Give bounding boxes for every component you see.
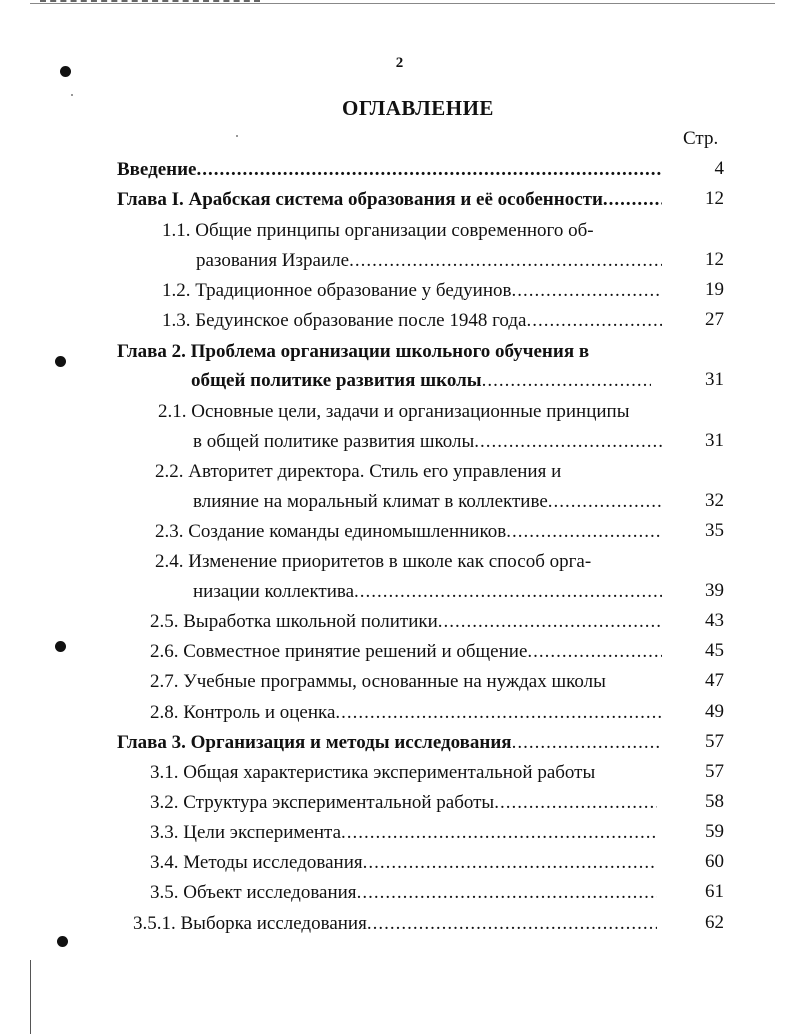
toc-entry-text: 3.3. Цели эксперимента: [150, 822, 342, 843]
toc-leader-dots: [367, 912, 657, 936]
toc-page-number: 60: [705, 851, 724, 872]
binding-hole-mark: [55, 641, 66, 652]
toc-leader-dots: [527, 640, 662, 664]
page-title: ОГЛАВЛЕНИЕ: [342, 96, 494, 120]
toc-entry-text: 3.5.1. Выборка исследования: [133, 913, 367, 934]
toc-page-number: 4: [714, 158, 724, 179]
toc-entry: [117, 188, 662, 212]
toc-leader-dots: [335, 701, 662, 725]
toc-entry-text: 2.1. Основные цели, задачи и организационные принципы: [158, 401, 630, 422]
toc-page-number: 59: [705, 821, 724, 842]
toc-leader-dots: [357, 881, 657, 905]
toc-page-number: 57: [705, 761, 724, 782]
binding-hole-mark: [55, 356, 66, 367]
toc-entry-text: 2.7. Учебные программы, основанные на нуждах школы: [150, 671, 606, 692]
toc-leader-dots: [197, 158, 663, 182]
toc-entry-text: низации коллектива: [193, 581, 355, 602]
toc-page-number: 45: [705, 640, 724, 661]
toc-leader-dots: [512, 731, 662, 755]
toc-entry-text: 2.5. Выработка школьной политики: [150, 611, 438, 632]
toc-entry: [117, 731, 662, 755]
toc-entry: [150, 851, 657, 875]
toc-entry: [155, 550, 591, 574]
page-column-header: Стр.: [683, 128, 719, 149]
toc-leader-dots: [482, 369, 651, 393]
toc-entry: [117, 158, 662, 182]
toc-entry-text: 1.2. Традиционное образование у бедуинов: [162, 280, 512, 301]
toc-entry: [196, 249, 662, 273]
toc-leader-dots: [349, 249, 662, 273]
toc-page-number: 12: [705, 188, 724, 209]
toc-entry-text: 3.4. Методы исследования: [150, 852, 363, 873]
toc-page-number: 61: [705, 881, 724, 902]
toc-entry: [150, 610, 662, 634]
scan-speck: [236, 135, 238, 137]
scan-top-marks: [40, 0, 260, 4]
toc-page-number: 31: [705, 430, 724, 451]
toc-entry-text: 2.6. Совместное принятие решений и общение: [150, 641, 528, 662]
toc-entry-text: в общей политике развития школы: [193, 431, 475, 452]
toc-entry-text: 1.1. Общие принципы организации современного об-: [162, 220, 594, 241]
toc-entry-text: Введение: [117, 159, 197, 180]
toc-page-number: 58: [705, 791, 724, 812]
toc-entry: [117, 340, 589, 364]
toc-leader-dots: [438, 610, 662, 634]
toc-entry-text: 2.2. Авторитет директора. Стиль его управления и: [155, 461, 562, 482]
toc-entry-text: Глава I. Арабская система образования и её особенности: [117, 189, 603, 210]
toc-leader-dots: [548, 490, 662, 514]
toc-entry-text: 2.8. Контроль и оценка: [150, 702, 336, 723]
toc-entry-text: общей политике развития школы: [191, 370, 482, 391]
toc-entry: [193, 580, 662, 604]
binding-hole-mark: [57, 936, 68, 947]
toc-page-number: 27: [705, 309, 724, 330]
toc-leader-dots: [506, 520, 662, 544]
toc-entry-text: 3.5. Объект исследования: [150, 882, 357, 903]
toc-entry: [193, 430, 662, 454]
toc-entry: [193, 490, 662, 514]
toc-leader-dots: [341, 821, 657, 845]
toc-leader-dots: [527, 309, 663, 333]
scan-left-edge: [30, 960, 31, 1034]
toc-leader-dots: [363, 851, 657, 875]
toc-entry: [162, 309, 662, 333]
toc-entry-text: 3.2. Структура экспериментальной работы: [150, 792, 495, 813]
toc-entry: [162, 219, 594, 243]
toc-page-number: 47: [705, 670, 724, 691]
toc-entry-text: 1.3. Бедуинское образование после 1948 года: [162, 310, 527, 331]
toc-leader-dots: [494, 791, 657, 815]
toc-leader-dots: [603, 188, 662, 212]
toc-page-number: 43: [705, 610, 724, 631]
toc-entry-text: разования Израиле: [196, 250, 350, 271]
toc-page-number: 12: [705, 249, 724, 270]
toc-entry-text: 2.3. Создание команды единомышленников: [155, 521, 507, 542]
toc-entry: [162, 279, 662, 303]
toc-page-number: 32: [705, 490, 724, 511]
toc-page-number: 39: [705, 580, 724, 601]
toc-entry: [155, 520, 662, 544]
toc-leader-dots: [354, 580, 662, 604]
toc-entry: [150, 881, 657, 905]
toc-page-number: 19: [705, 279, 724, 300]
toc-page-number: 49: [705, 701, 724, 722]
toc-entry: [191, 369, 651, 393]
toc-entry-text: 2.4. Изменение приоритетов в школе как способ орга-: [155, 551, 592, 572]
toc-leader-dots: [511, 279, 662, 303]
toc-entry: [150, 821, 657, 845]
toc-entry-text: Глава 2. Проблема организации школьного обучения в: [117, 341, 590, 362]
toc-page-number: 62: [705, 912, 724, 933]
toc-entry: [150, 701, 662, 725]
toc-entry: [155, 460, 561, 484]
toc-entry: [133, 912, 657, 936]
toc-entry-text: 3.1. Общая характеристика экспериментальной работы: [150, 762, 596, 783]
toc-page-number: 35: [705, 520, 724, 541]
toc-entry-text: влияние на моральный климат в коллективе: [193, 491, 548, 512]
toc-entry: [158, 400, 629, 424]
page-number: 2: [395, 55, 404, 71]
toc-entry: [150, 640, 662, 664]
toc-page-number: 31: [705, 369, 724, 390]
toc-entry: [150, 791, 657, 815]
toc-page-number: 57: [705, 731, 724, 752]
toc-leader-dots: [474, 430, 662, 454]
toc-entry: [150, 761, 595, 785]
toc-entry: [150, 670, 606, 694]
toc-entry-text: Глава 3. Организация и методы исследования: [117, 732, 512, 753]
